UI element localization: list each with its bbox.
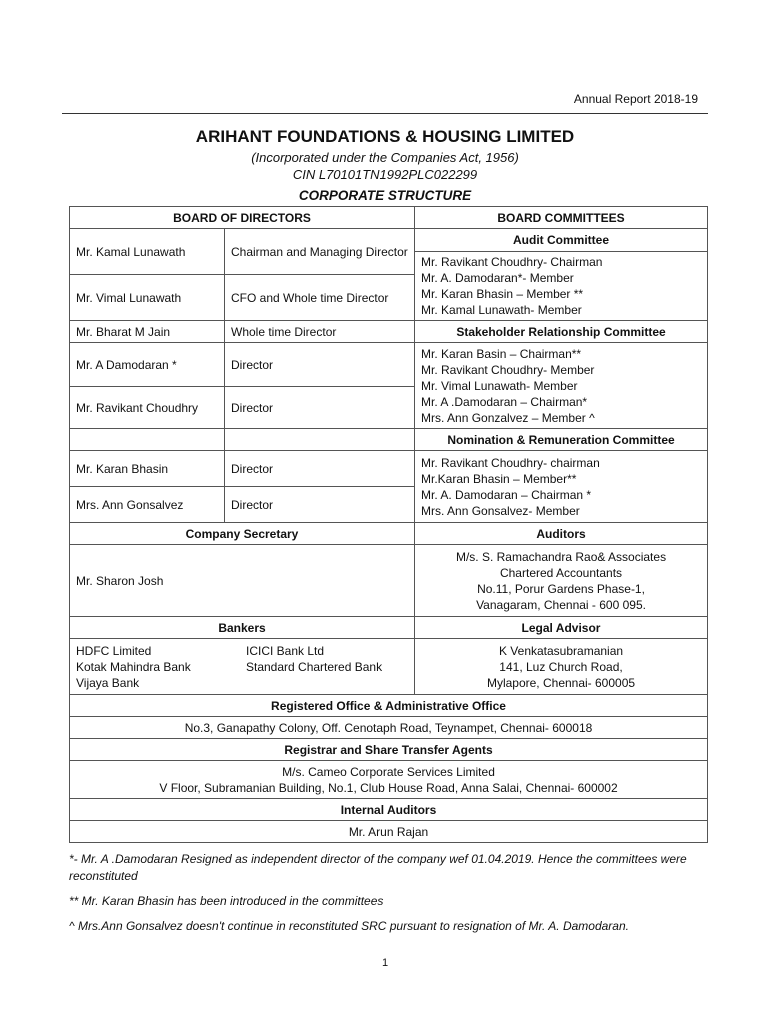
registered-office-address: No.3, Ganapathy Colony, Off. Cenotaph Road, Teynampet, Chennai- 600018	[70, 717, 708, 739]
auditors-line: Chartered Accountants	[499, 565, 623, 580]
nrc-committee-title: Nomination & Remuneration Committee	[415, 429, 708, 451]
director-role: Director	[225, 387, 415, 429]
auditors-line: M/s. S. Ramachandra Rao& Associates	[455, 549, 667, 564]
bankers-list	[70, 639, 415, 695]
legal-advisor-details	[415, 639, 708, 695]
src-committee-title: Stakeholder Relationship Committee	[415, 321, 708, 343]
banker-name: Vijaya Bank	[76, 675, 140, 690]
nrc-member: Mr. Ravikant Choudhry- chairman	[421, 455, 600, 470]
director-name: Mrs. Ann Gonsalvez	[70, 487, 225, 523]
audit-member: Mr. Karan Bhasin – Member **	[421, 287, 584, 301]
empty-cell	[225, 429, 415, 451]
corporate-structure-table	[69, 206, 708, 843]
committees-header: BOARD COMMITTEES	[415, 207, 708, 229]
legal-line: K Venkatasubramanian	[498, 643, 624, 658]
src-member: Mr. Ravikant Choudhry- Member	[421, 362, 595, 377]
director-name: Mr. Karan Bhasin	[70, 451, 225, 487]
auditors-details	[415, 545, 708, 617]
header-rule	[62, 113, 708, 114]
director-role: Director	[225, 487, 415, 523]
cin-line: CIN L70101TN1992PLC022299	[292, 167, 478, 182]
footnote-resignation: *- Mr. A .Damodaran Resigned as independent director of the company wef 01.04.2019. Hence the committees were reconstituted	[69, 852, 687, 883]
director-role: CFO and Whole time Director	[225, 275, 415, 321]
board-header: BOARD OF DIRECTORS	[70, 207, 415, 229]
nrc-committee-members	[415, 451, 708, 523]
legal-line: 141, Luz Church Road,	[499, 659, 623, 674]
registrar-details	[70, 761, 708, 799]
banker-name: Kotak Mahindra Bank	[76, 659, 191, 674]
internal-auditors-title: Internal Auditors	[70, 799, 708, 821]
report-header: Annual Report 2018-19	[573, 92, 698, 106]
banker-name: HDFC Limited	[76, 643, 152, 658]
footnote-src: ^ Mrs.Ann Gonsalvez doesn't continue in reconstituted SRC pursuant to resignation of Mr. A. Damodaran.	[69, 919, 629, 933]
director-role: Director	[225, 343, 415, 387]
page-number: 1	[381, 957, 389, 969]
company-secretary-name: Mr. Sharon Josh	[70, 545, 415, 617]
auditors-line: No.11, Porur Gardens Phase-1,	[477, 581, 645, 596]
director-name: Mr. Ravikant Choudhry	[70, 387, 225, 429]
director-name: Mr. Kamal Lunawath	[70, 229, 225, 275]
footnote-introduced: ** Mr. Karan Bhasin has been introduced in the committees	[69, 894, 384, 908]
section-title: CORPORATE STRUCTURE	[298, 188, 472, 203]
banker-name: ICICI Bank Ltd	[246, 643, 325, 658]
audit-member: Mr. Kamal Lunawath- Member	[421, 303, 582, 317]
legal-line: Mylapore, Chennai- 600005	[486, 675, 636, 690]
bankers-title: Bankers	[70, 617, 415, 639]
company-secretary-title: Company Secretary	[70, 523, 415, 545]
auditors-line: Vanagaram, Chennai - 600 095.	[476, 597, 646, 612]
src-member: Mrs. Ann Gonzalvez – Member ^	[421, 410, 595, 425]
incorporation-line: (Incorporated under the Companies Act, 1956)	[251, 150, 519, 165]
auditors-title: Auditors	[415, 523, 708, 545]
nrc-member: Mr.Karan Bhasin – Member**	[421, 471, 577, 486]
audit-member: Mr. Ravikant Choudhry- Chairman	[421, 255, 603, 269]
internal-auditors-name: Mr. Arun Rajan	[70, 821, 708, 843]
src-member: Mr. A .Damodaran – Chairman*	[421, 394, 588, 409]
registered-office-title: Registered Office & Administrative Office	[70, 695, 708, 717]
director-name: Mr. A Damodaran *	[70, 343, 225, 387]
empty-cell	[70, 429, 225, 451]
legal-advisor-title: Legal Advisor	[415, 617, 708, 639]
registrar-line: V Floor, Subramanian Building, No.1, Club House Road, Anna Salai, Chennai- 600002	[159, 780, 618, 795]
director-role: Chairman and Managing Director	[225, 229, 415, 275]
src-committee-members	[415, 343, 708, 429]
banker-name: Standard Chartered Bank	[246, 659, 383, 674]
audit-committee-members	[415, 252, 708, 321]
director-name: Mr. Vimal Lunawath	[70, 275, 225, 321]
director-role: Director	[225, 451, 415, 487]
director-role: Whole time Director	[225, 321, 415, 343]
nrc-member: Mr. A. Damodaran – Chairman *	[421, 487, 592, 502]
src-member: Mr. Karan Basin – Chairman**	[421, 346, 582, 361]
audit-member: Mr. A. Damodaran*- Member	[421, 271, 574, 285]
audit-committee-title: Audit Committee	[415, 229, 708, 252]
registrar-title: Registrar and Share Transfer Agents	[70, 739, 708, 761]
company-name: ARIHANT FOUNDATIONS & HOUSING LIMITED	[195, 127, 575, 146]
director-name: Mr. Bharat M Jain	[70, 321, 225, 343]
src-member: Mr. Vimal Lunawath- Member	[421, 378, 578, 393]
registrar-line: M/s. Cameo Corporate Services Limited	[282, 764, 495, 779]
nrc-member: Mrs. Ann Gonsalvez- Member	[421, 503, 580, 518]
